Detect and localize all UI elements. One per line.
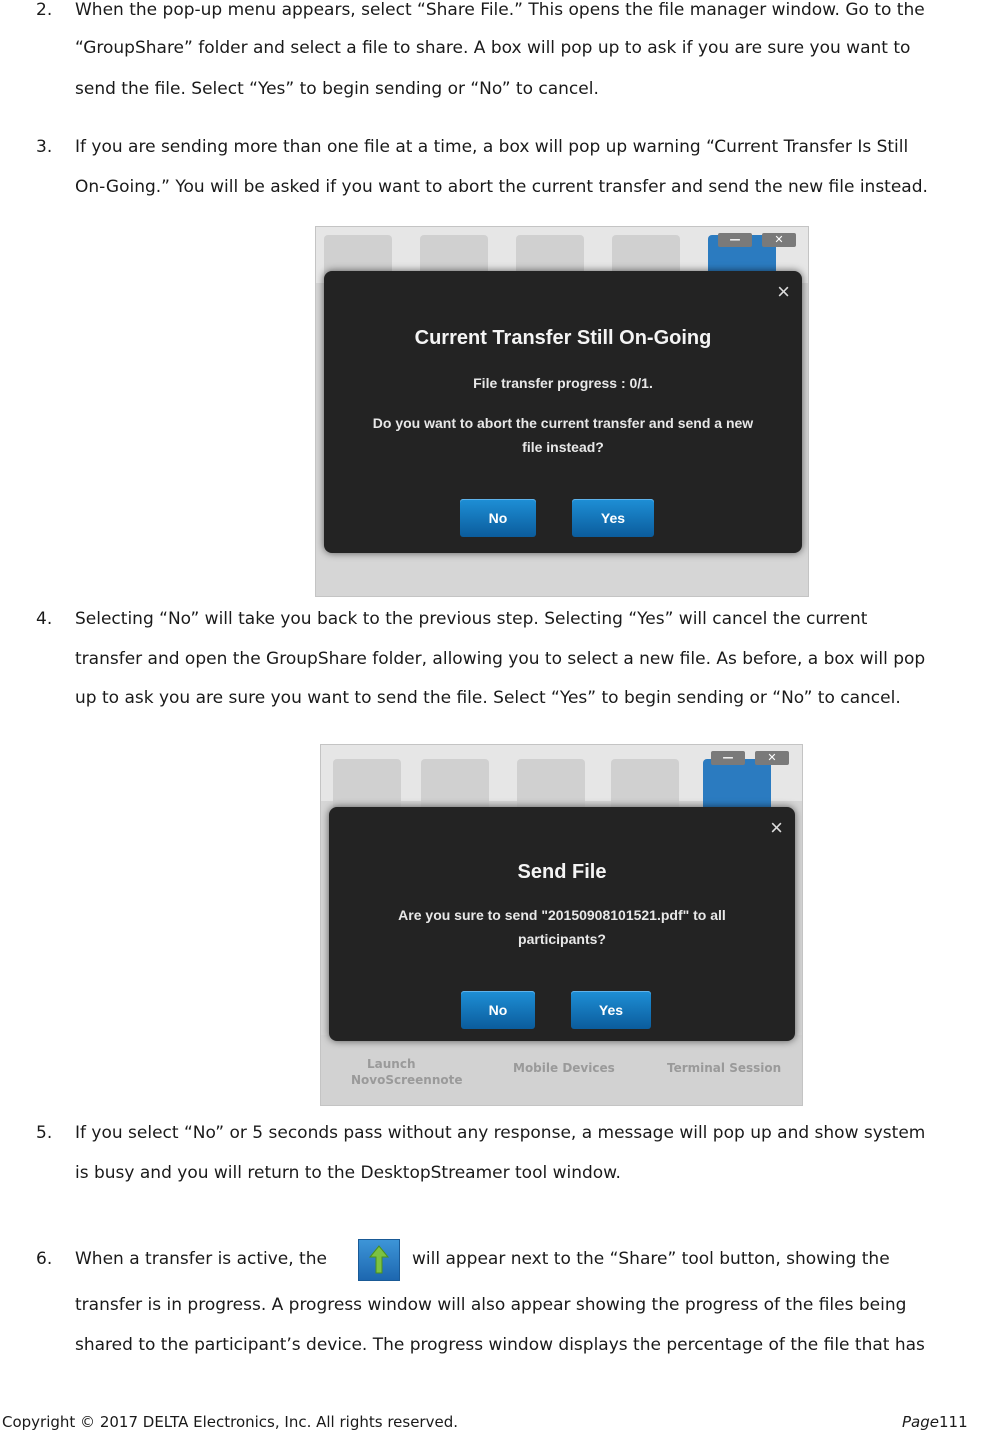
app-tile xyxy=(333,759,401,813)
item-text-line: is busy and you will return to the DesktopStreamer tool window. xyxy=(75,1163,621,1183)
upload-arrow-icon xyxy=(358,1239,400,1281)
tool-label: Terminal Session xyxy=(667,1061,782,1075)
footer-copyright: Copyright © 2017 DELTA Electronics, Inc. All rights reserved. xyxy=(2,1413,458,1431)
item-text-line: If you select “No” or 5 seconds pass without any response, a message will pop up and show system xyxy=(75,1123,926,1143)
item-text-line: up to ask you are sure you want to send the file. Select “Yes” to begin sending or “No” to cancel. xyxy=(75,688,901,708)
tool-label: Mobile Devices xyxy=(513,1061,615,1075)
item-text-line: “GroupShare” folder and select a file to share. A box will pop up to ask if you are sure you want to xyxy=(75,38,911,58)
close-window-button[interactable]: ✕ xyxy=(755,751,789,765)
item-text-line: send the file. Select “Yes” to begin sending or “No” to cancel. xyxy=(75,79,599,99)
item-number: 2. xyxy=(36,0,53,20)
item-text-line: If you are sending more than one file at a time, a box will pop up warning “Current Transfer Is Still xyxy=(75,137,909,157)
dialog-question-line: Are you sure to send "20150908101521.pdf" to all xyxy=(398,907,726,923)
app-tile xyxy=(517,759,585,813)
item-number: 4. xyxy=(36,609,53,629)
tool-label: Launch xyxy=(367,1057,416,1071)
screenshot-send-file xyxy=(320,744,803,1106)
dialog-question-line: Do you want to abort the current transfer and send a new xyxy=(372,415,754,431)
item-text-line: will appear next to the “Share” tool button, showing the xyxy=(412,1249,890,1269)
item-text-line: When a transfer is active, the xyxy=(75,1249,327,1269)
close-icon[interactable]: × xyxy=(770,815,783,840)
app-tile xyxy=(611,759,679,813)
dialog-question-line: participants? xyxy=(518,931,606,947)
dialog-title: Send File xyxy=(517,861,607,883)
item-text-line: transfer and open the GroupShare folder, allowing you to select a new file. As before, a box will pop xyxy=(75,649,926,669)
item-number: 5. xyxy=(36,1123,53,1143)
dialog-progress-text: File transfer progress : 0/1. xyxy=(473,375,653,391)
item-text-line: On-Going.” You will be asked if you want to abort the current transfer and send the new file instead. xyxy=(75,177,928,197)
close-window-button[interactable]: ✕ xyxy=(762,233,796,247)
item-text-line: shared to the participant’s device. The progress window displays the percentage of the file that has xyxy=(75,1335,925,1355)
yes-button[interactable]: Yes xyxy=(571,991,651,1029)
background-tool-labels xyxy=(321,1035,802,1105)
item-number: 3. xyxy=(36,137,53,157)
dialog-title: Current Transfer Still On-Going xyxy=(414,327,712,349)
app-tile xyxy=(703,759,771,813)
tool-label: NovoScreennote xyxy=(351,1073,463,1087)
minimize-button[interactable]: — xyxy=(718,233,752,247)
item-text-line: transfer is in progress. A progress window will also appear showing the progress of the files being xyxy=(75,1295,907,1315)
item-text-line: When the pop-up menu appears, select “Share File.” This opens the file manager window. Go to the xyxy=(75,0,925,20)
item-number: 6. xyxy=(36,1249,53,1269)
yes-button[interactable]: Yes xyxy=(572,499,654,537)
page-label: Page xyxy=(902,1413,939,1431)
screenshot-transfer-ongoing xyxy=(315,226,809,597)
close-icon[interactable]: × xyxy=(777,279,790,304)
item-text-line: Selecting “No” will take you back to the previous step. Selecting “Yes” will cancel the current xyxy=(75,609,868,629)
footer-page-number xyxy=(902,1413,968,1431)
transfer-dialog xyxy=(324,271,802,553)
minimize-button[interactable]: — xyxy=(711,751,745,765)
page-number: 111 xyxy=(939,1413,968,1431)
dialog-question-line: file instead? xyxy=(522,439,604,455)
app-tile xyxy=(421,759,489,813)
send-file-dialog xyxy=(329,807,795,1041)
no-button[interactable]: No xyxy=(460,499,536,537)
no-button[interactable]: No xyxy=(461,991,535,1029)
